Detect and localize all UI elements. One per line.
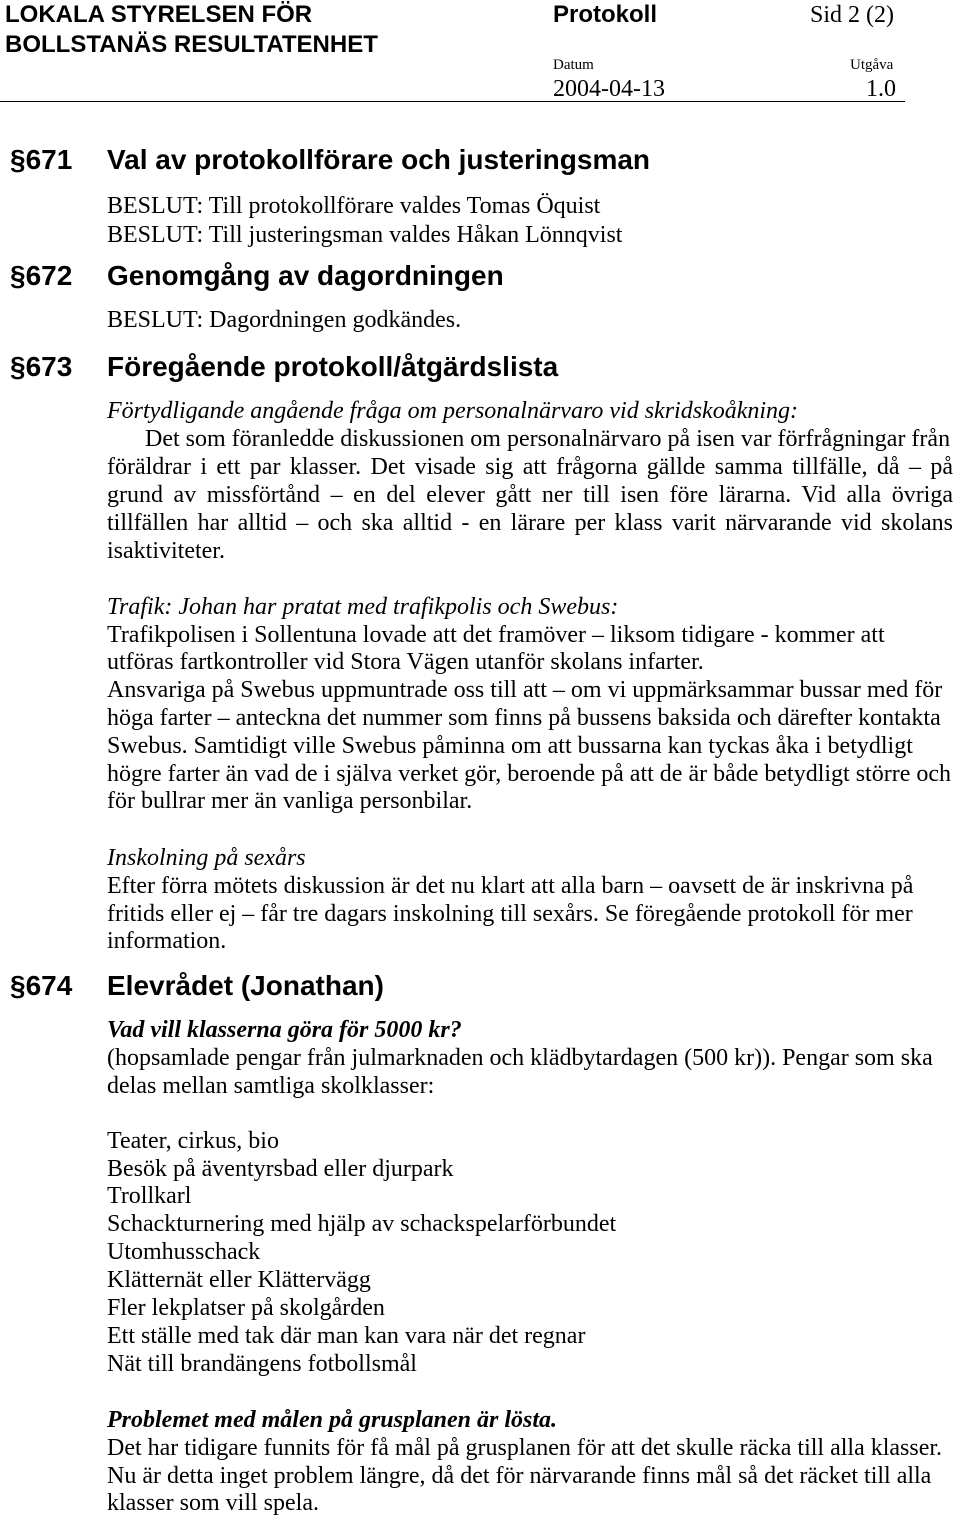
header-divider [0, 101, 905, 102]
paragraph-line: fritids eller ej – får tre dagars inskolning till sexårs. Se föregående protokoll för mer [107, 901, 913, 927]
paragraph-line: Ansvariga på Swebus uppmuntrade oss till att – om vi uppmärksammar bussar med för [107, 677, 943, 703]
paragraph-line: isaktiviteter. [107, 538, 225, 564]
decision-line: BESLUT: Dagordningen godkändes. [107, 307, 462, 333]
paragraph-line: högre farter än vad de i själva verket gör, beroende på att de är både betydligt större och [107, 761, 952, 787]
decision-line: BESLUT: Till protokollförare valdes Tomas Öquist [107, 193, 601, 219]
paragraph-line: Det som föranledde diskussionen om personalnärvaro på isen var förfrågningar från [145, 426, 951, 452]
suggestion-item: Trollkarl [107, 1183, 192, 1209]
suggestion-item: Utomhusschack [107, 1239, 261, 1265]
note-heading: Problemet med målen på grusplanen är lösta. [107, 1407, 558, 1433]
section-title-673: Föregående protokoll/åtgärdslista [107, 351, 559, 382]
paragraph-line: Nu är detta inget problem längre, då det för närvarande finns mål så det räcket till alla [107, 1463, 932, 1489]
page-number: Sid 2 (2) [810, 2, 894, 28]
paragraph-line: utföras fartkontroller vid Stora Vägen utanför skolans infarter. [107, 649, 704, 675]
paragraph-line: delas mellan samtliga skolklasser: [107, 1073, 435, 1099]
paragraph-line: Efter förra mötets diskussion är det nu klart att alla barn – oavsett de är inskrivna på [107, 873, 914, 899]
date-label: Datum [553, 57, 594, 73]
paragraph-line: information. [107, 928, 227, 954]
section-title-671: Val av protokollförare och justeringsman [107, 144, 651, 175]
date-value: 2004-04-13 [553, 76, 665, 102]
section-number-672: §672 [10, 260, 73, 291]
section-number-671: §671 [10, 144, 73, 175]
suggestion-item: Teater, cirkus, bio [107, 1128, 279, 1154]
suggestion-item: Klätternät eller Klättervägg [107, 1267, 371, 1293]
paragraph-line: Det har tidigare funnits för få mål på grusplanen för att det skulle räcka till alla klasser. [107, 1435, 943, 1461]
document-type: Protokoll [553, 1, 658, 28]
suggestion-item: Ett ställe med tak där man kan vara när det regnar [107, 1323, 586, 1349]
paragraph-line: Swebus. Samtidigt ville Swebus påminna om att bussarna kan tyckas åka i betydligt [107, 733, 913, 759]
paragraph-line: klasser som vill spela. [107, 1490, 319, 1516]
paragraph-line: för bullrar mer än vanliga personbilar. [107, 788, 473, 814]
org-name-line2: BOLLSTANÄS RESULTATENHET [5, 31, 378, 58]
topic-heading-traffic: Trafik: Johan har pratat med trafikpolis och Swebus: [107, 594, 619, 620]
section-number-673: §673 [10, 351, 73, 382]
version-label: Utgåva [850, 57, 894, 73]
topic-heading-school-start: Inskolning på sexårs [107, 845, 306, 871]
section-title-672: Genomgång av dagordningen [107, 260, 504, 291]
paragraph-line: tillfällen har alltid – och ska alltid - en lärare per klass varit närvarande vid skolans [107, 510, 953, 536]
paragraph-line: föräldrar i ett par klasser. Det visade sig att frågorna gällde samma tillfälle, då – på [107, 454, 953, 480]
section-title-674: Elevrådet (Jonathan) [107, 970, 384, 1001]
org-name-line1: LOKALA STYRELSEN FÖR [5, 1, 313, 28]
section-number-674: §674 [10, 970, 73, 1001]
topic-heading-skating: Förtydligande angående fråga om personalnärvaro vid skridskoåkning: [107, 398, 799, 424]
paragraph-line: grund av missförtånd – en del elever gått ner till isen före lärarna. Vid alla övriga [107, 482, 953, 508]
suggestion-item: Fler lekplatser på skolgården [107, 1295, 385, 1321]
question-heading: Vad vill klasserna göra för 5000 kr? [107, 1017, 462, 1043]
paragraph-line: (hopsamlade pengar från julmarknaden och klädbytardagen (500 kr)). Pengar som ska [107, 1045, 933, 1071]
decision-line: BESLUT: Till justeringsman valdes Håkan Lönnqvist [107, 222, 623, 248]
paragraph-line: Trafikpolisen i Sollentuna lovade att det framöver – liksom tidigare - kommer att [107, 622, 885, 648]
paragraph-line: höga farter – anteckna det nummer som finns på bussens baksida och därefter kontakta [107, 705, 941, 731]
suggestion-item: Nät till brandängens fotbollsmål [107, 1351, 417, 1377]
suggestion-item: Besök på äventyrsbad eller djurpark [107, 1156, 454, 1182]
suggestion-item: Schackturnering med hjälp av schackspelarförbundet [107, 1211, 617, 1237]
version-value: 1.0 [866, 76, 896, 102]
